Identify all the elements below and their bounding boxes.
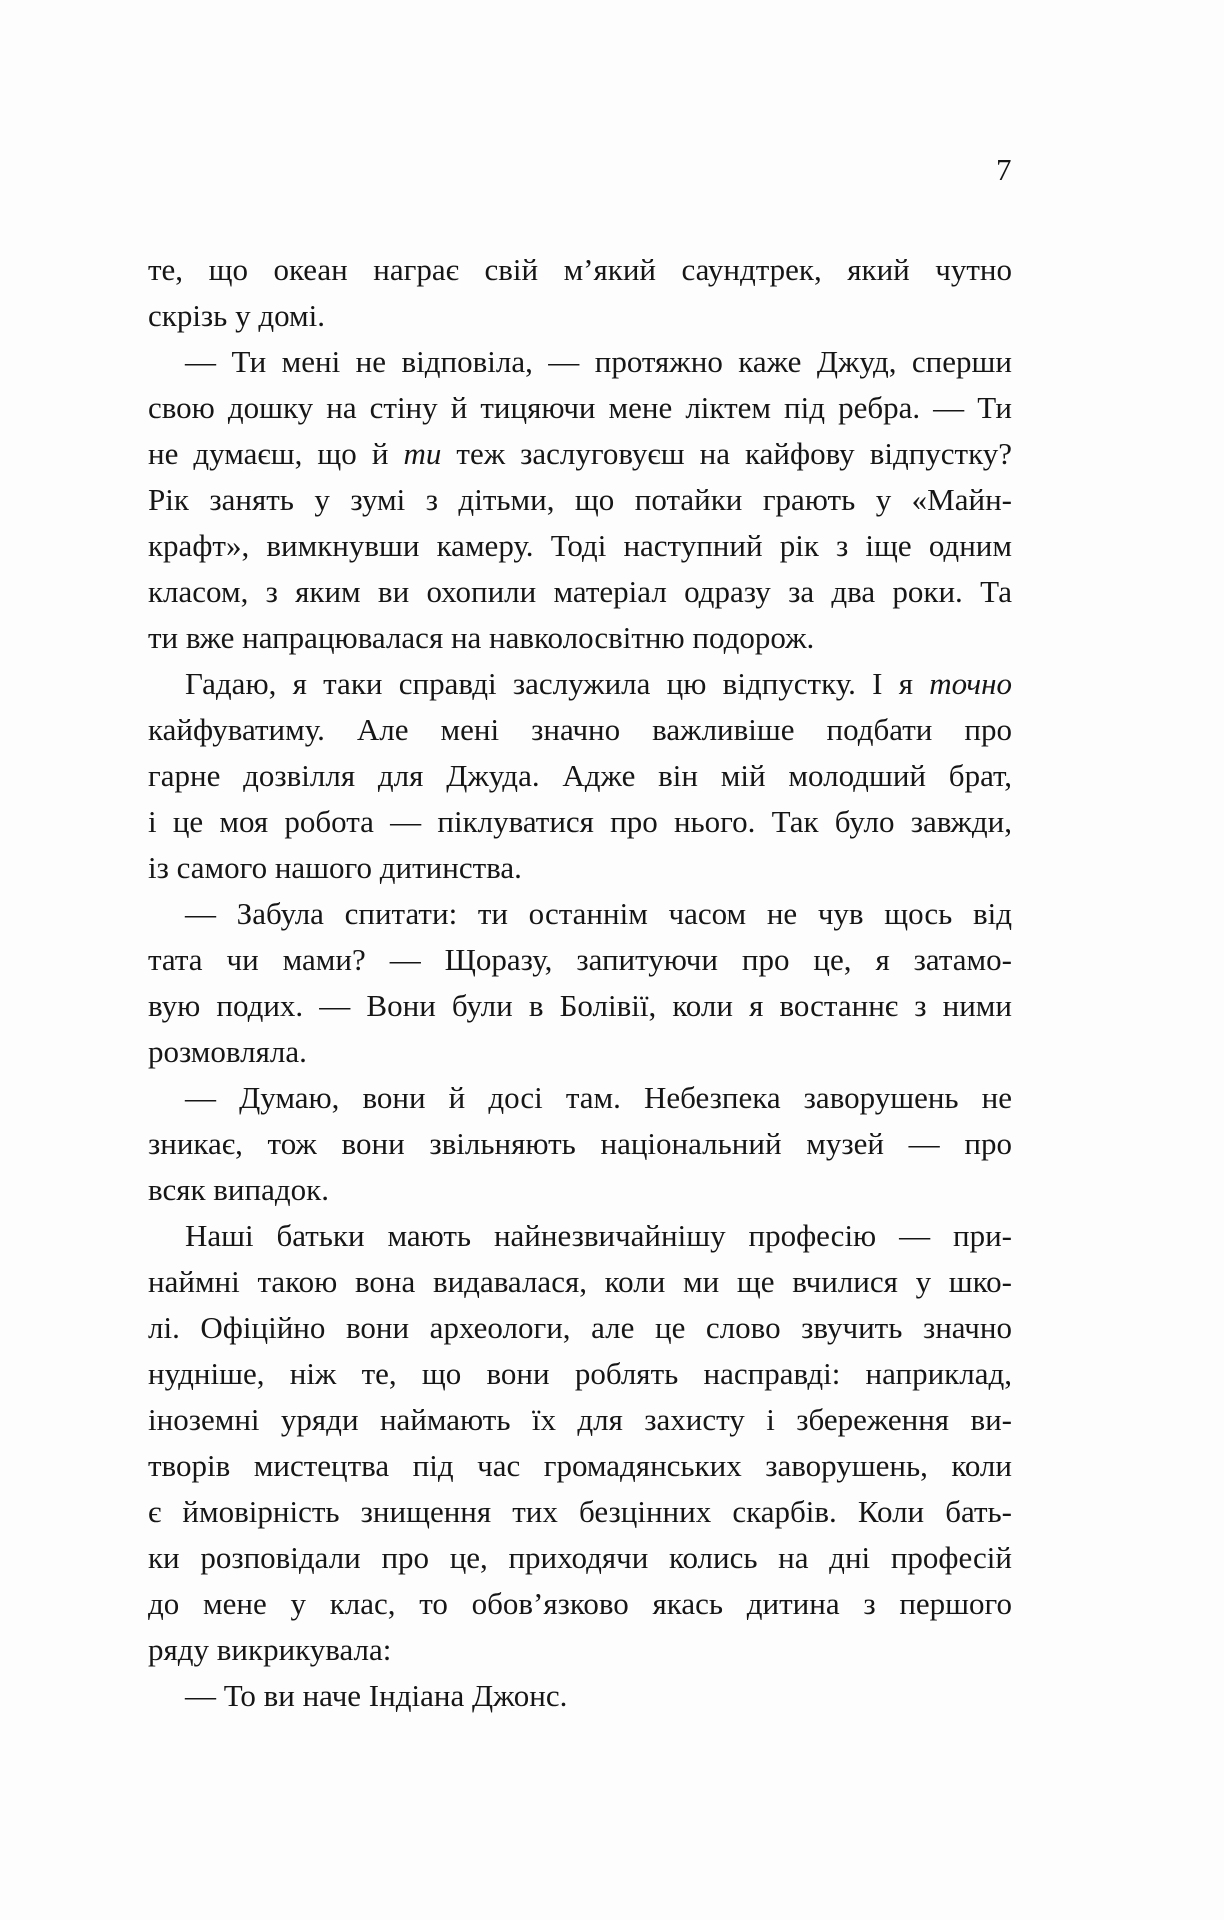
text-line: ряду викрикувала:	[148, 1632, 392, 1667]
text-line: до мене у клас, то обов’язково якась дитина з першого	[148, 1586, 1012, 1621]
text-line: — Ти мені не відповіла, — протяжно каже Джуд, сперши	[185, 344, 1012, 379]
italic-word: точно	[929, 666, 1012, 701]
text-line: те, що океан награє свій м’який саундтрек, який чутно	[148, 252, 1012, 287]
text-line: Рік занять у зумі з дітьми, що потайки грають у «Майн-	[148, 482, 1012, 517]
text-line	[148, 661, 1012, 707]
text-segment: не думаєш, що й	[148, 436, 404, 471]
text-line: ки розповідали про це, приходячи колись на дні професій	[148, 1540, 1012, 1575]
text-line: Наші батьки мають найнезвичайнішу професію — при-	[185, 1218, 1012, 1253]
text-segment: теж заслуговуєш на кайфову відпустку?	[441, 436, 1012, 471]
text-line: ти вже напрацювалася на навколосвітню подорож.	[148, 620, 815, 655]
text-line: творів мистецтва під час громадянських заворушень, коли	[148, 1448, 1012, 1483]
page-number: 7	[996, 152, 1012, 187]
text-line: є ймовірність знищення тих безцінних скарбів. Коли бать-	[148, 1494, 1012, 1529]
text-line: — То ви наче Індіана Джонс.	[185, 1678, 568, 1713]
text-line: і це моя робота — піклуватися про нього. Так було завжди,	[148, 804, 1012, 839]
text-segment: Гадаю, я таки справді заслужила цю відпустку. І я	[185, 666, 930, 701]
text-line: кайфуватиму. Але мені значно важливіше подбати про	[148, 712, 1012, 747]
text-line: наймні такою вона видавалася, коли ми ще вчилися у шко-	[148, 1264, 1012, 1299]
text-line: нудніше, ніж те, що вони роблять насправді: наприклад,	[148, 1356, 1012, 1391]
text-line: класом, з яким ви охопили матеріал одразу за два роки. Та	[148, 574, 1012, 609]
text-line: всяк випадок.	[148, 1172, 329, 1207]
text-line	[148, 431, 1012, 477]
text-line: — Забула спитати: ти останнім часом не чув щось від	[185, 896, 1012, 931]
text-line: іноземні уряди наймають їх для захисту і збереження ви-	[148, 1402, 1012, 1437]
text-line: вую подих. — Вони були в Болівії, коли я востаннє з ними	[148, 988, 1012, 1023]
text-line: свою дошку на стіну й тицяючи мене ліктем під ребра. — Ти	[148, 390, 1012, 425]
text-line: лі. Офіційно вони археологи, але це слово звучить значно	[148, 1310, 1012, 1345]
body-text	[148, 247, 1012, 1719]
text-line: зникає, тож вони звільняють національний музей — про	[148, 1126, 1012, 1161]
text-line: — Думаю, вони й досі там. Небезпека заворушень не	[185, 1080, 1012, 1115]
italic-word: ти	[403, 436, 442, 471]
text-line: тата чи мами? — Щоразу, запитуючи про це, я затамо-	[148, 942, 1012, 977]
text-line: розмовляла.	[148, 1034, 307, 1069]
text-line: крафт», вимкнувши камеру. Тоді наступний рік з іще одним	[148, 528, 1012, 563]
text-line: із самого нашого дитинства.	[148, 850, 522, 885]
text-line: скрізь у домі.	[148, 298, 325, 333]
text-line: гарне дозвілля для Джуда. Адже він мій молодший брат,	[148, 758, 1012, 793]
